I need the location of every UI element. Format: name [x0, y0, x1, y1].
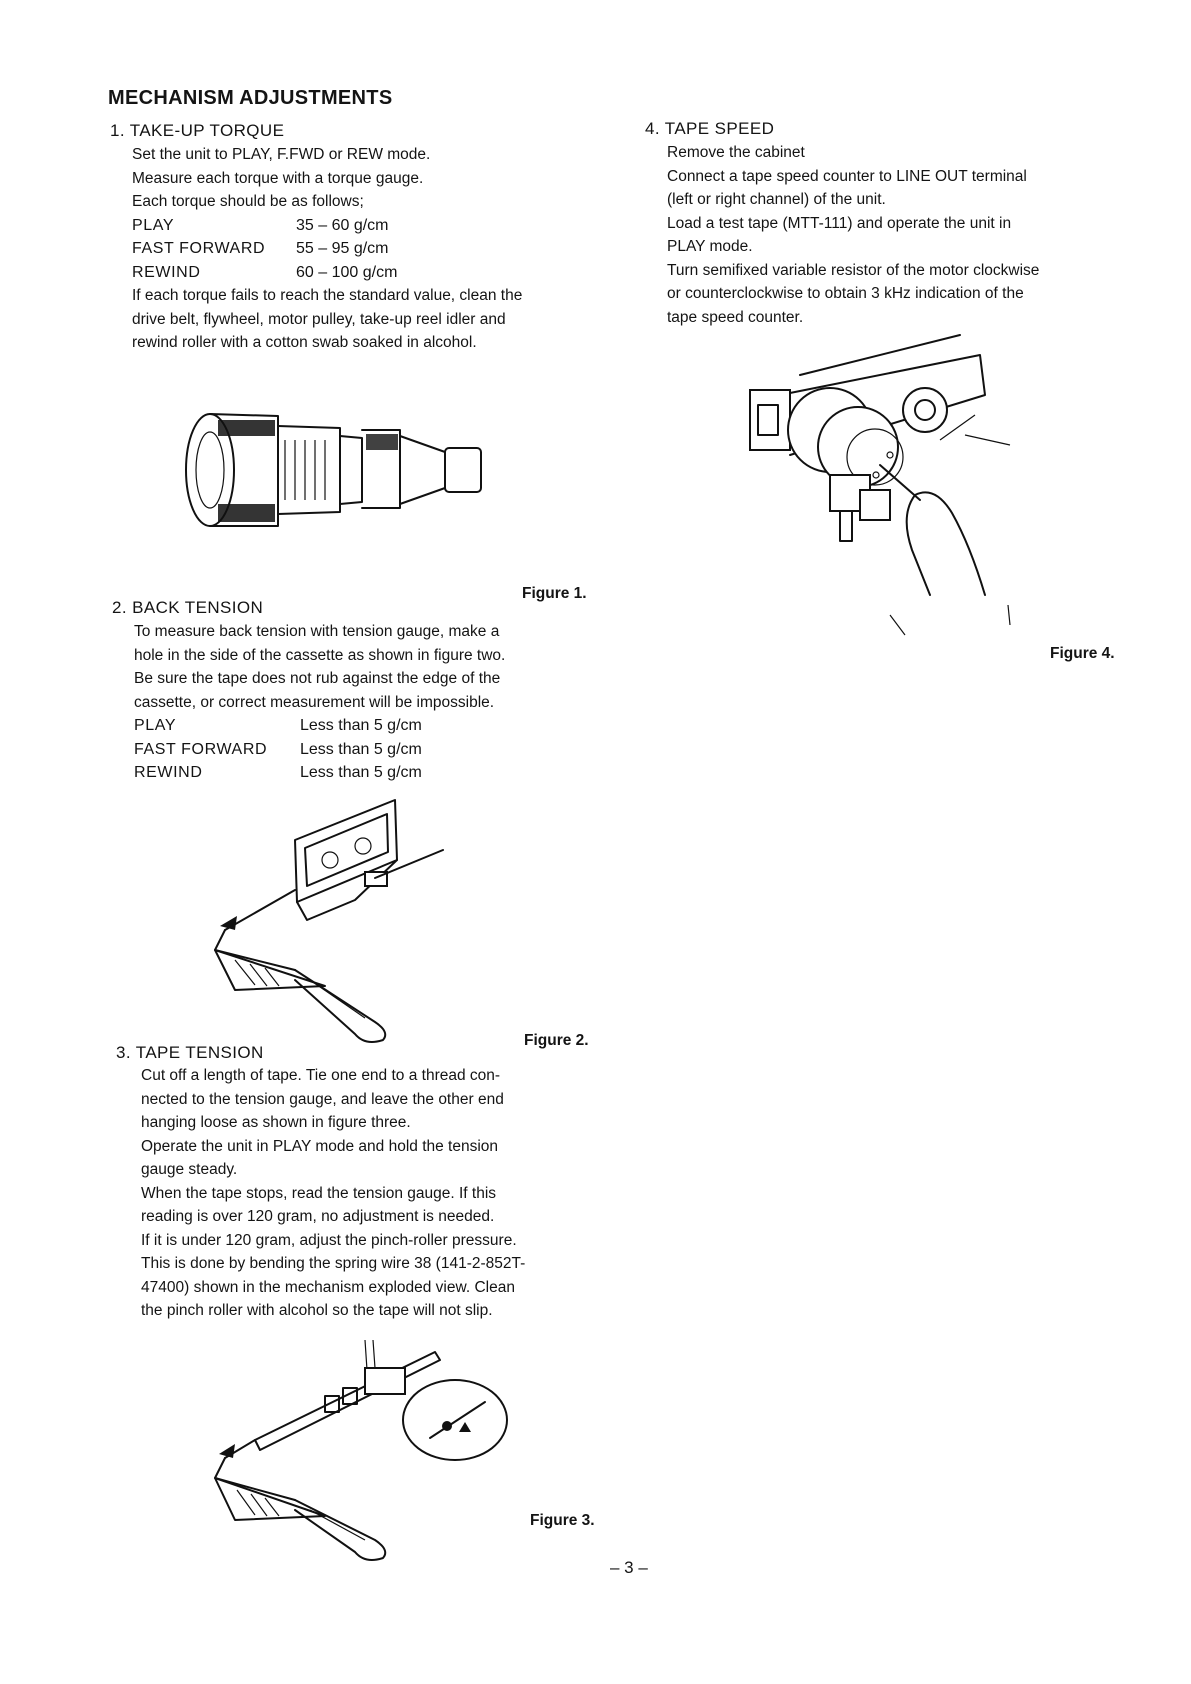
text-line: cassette, or correct measurement will be impossible. — [134, 693, 495, 711]
spec-label: PLAY — [134, 717, 177, 734]
page-number: – 3 – — [610, 1558, 648, 1577]
back-tension-gauge-illustration — [215, 790, 455, 1040]
section-heading-tape-speed: 4. TAPE SPEED — [645, 119, 775, 138]
text-line: When the tape stops, read the tension gauge. If this — [141, 1184, 497, 1202]
text-line: To measure back tension with tension gauge, make a — [134, 623, 500, 640]
spec-row — [134, 761, 505, 785]
figure-caption: Figure 1. — [522, 585, 587, 602]
text-line: hanging loose as shown in figure three. — [141, 1114, 411, 1131]
spec-row — [132, 214, 522, 238]
section-heading-tape-tension: 3. TAPE TENSION — [116, 1043, 264, 1062]
spec-value: 55 – 95 g/cm — [296, 240, 389, 257]
figure-caption: Figure 3. — [530, 1512, 595, 1529]
text-line: Operate the unit in PLAY mode and hold the tension — [141, 1137, 499, 1155]
text-line: Measure each torque with a torque gauge. — [132, 169, 424, 187]
spec-label: REWIND — [134, 764, 203, 781]
section-body-back-tension — [134, 620, 505, 785]
text-line: Load a test tape (MTT-111) and operate the unit in — [667, 214, 1012, 232]
spec-value: Less than 5 g/cm — [300, 764, 422, 781]
text-line: hole in the side of the cassette as shown in figure two. — [134, 646, 506, 664]
text-line: If each torque fails to reach the standard value, clean the — [132, 287, 523, 304]
motor-adjustment-illustration — [740, 335, 1030, 645]
section-body-take-up-torque — [132, 143, 522, 355]
text-line: Turn semifixed variable resistor of the motor clockwise — [667, 261, 1040, 279]
spec-label: PLAY — [132, 216, 175, 234]
figure-caption: Figure 2. — [524, 1032, 589, 1049]
spec-row — [132, 261, 522, 285]
text-line: Connect a tape speed counter to LINE OUT terminal — [667, 167, 1027, 185]
text-line: Remove the cabinet — [667, 144, 805, 161]
text-line: rewind roller with a cotton swab soaked in alcohol. — [132, 334, 477, 351]
page-title: MECHANISM ADJUSTMENTS — [108, 87, 393, 109]
text-line: Be sure the tape does not rub against the edge of the — [134, 670, 501, 687]
spec-value: Less than 5 g/cm — [300, 740, 422, 758]
spec-label: FAST FORWARD — [134, 740, 268, 758]
text-line: If it is under 120 gram, adjust the pinch-roller pressure. — [141, 1231, 517, 1249]
text-line: or counterclockwise to obtain 3 kHz indication of the — [667, 285, 1024, 302]
spec-label: REWIND — [132, 263, 201, 281]
text-line: This is done by bending the spring wire 38 (141-2-852T- — [141, 1255, 526, 1272]
section-body-tape-tension — [141, 1064, 525, 1323]
spec-label: FAST FORWARD — [132, 240, 266, 257]
text-line: (left or right channel) of the unit. — [667, 191, 886, 208]
text-line: 47400) shown in the mechanism exploded view. Clean — [141, 1278, 515, 1296]
spec-row — [134, 738, 505, 762]
spec-row — [132, 237, 522, 261]
section-heading-back-tension: 2. BACK TENSION — [112, 598, 264, 617]
text-line: Each torque should be as follows; — [132, 193, 364, 210]
section-heading-take-up-torque: 1. TAKE-UP TORQUE — [110, 121, 285, 140]
torque-gauge-illustration — [180, 400, 500, 540]
text-line: the pinch roller with alcohol so the tape will not slip. — [141, 1302, 493, 1319]
text-line: PLAY mode. — [667, 238, 753, 255]
tape-tension-gauge-illustration — [215, 1340, 515, 1560]
text-line: tape speed counter. — [667, 308, 804, 326]
spec-value: 60 – 100 g/cm — [296, 263, 398, 281]
section-body-tape-speed — [667, 141, 1039, 329]
text-line: reading is over 120 gram, no adjustment is needed. — [141, 1208, 495, 1225]
text-line: drive belt, flywheel, motor pulley, take-up reel idler and — [132, 310, 506, 328]
spec-value: Less than 5 g/cm — [300, 717, 422, 734]
spec-row — [134, 714, 505, 738]
text-line: Cut off a length of tape. Tie one end to a thread con- — [141, 1067, 501, 1084]
text-line: gauge steady. — [141, 1161, 238, 1178]
figure-caption: Figure 4. — [1050, 645, 1115, 662]
text-line: nected to the tension gauge, and leave the other end — [141, 1090, 504, 1108]
spec-value: 35 – 60 g/cm — [296, 216, 389, 234]
text-line: Set the unit to PLAY, F.FWD or REW mode. — [132, 146, 431, 163]
